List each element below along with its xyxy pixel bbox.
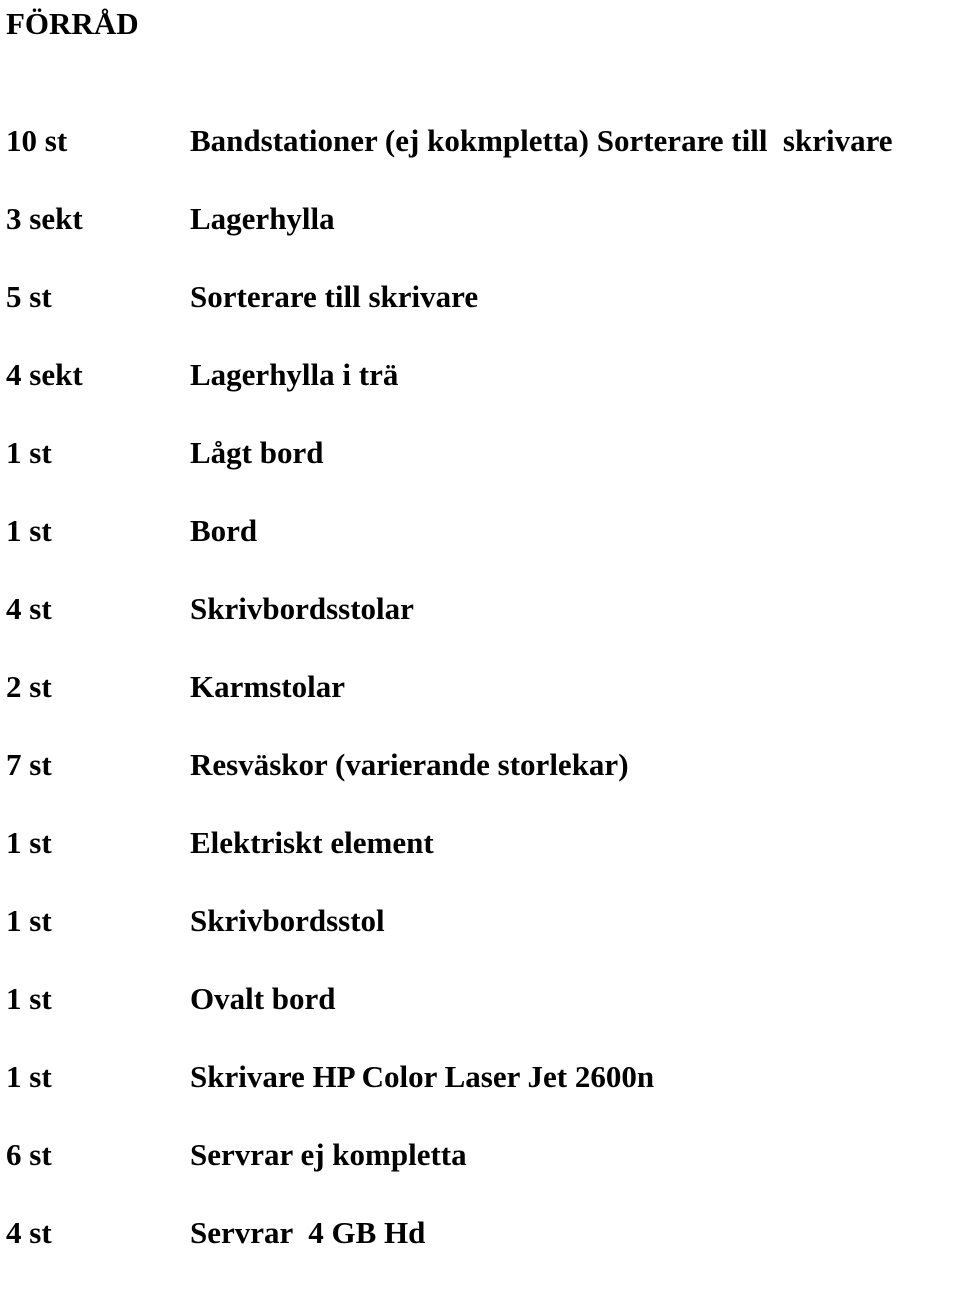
list-item (0, 1213, 960, 1291)
item-description: Karmstolar (190, 669, 345, 704)
item-quantity: 10 st (6, 123, 68, 158)
item-description: Bord (190, 513, 258, 548)
item-quantity: 1 st (6, 435, 52, 470)
item-description: Lagerhylla i trä (190, 357, 399, 392)
item-description: Servrar ej kompletta (190, 1137, 467, 1172)
item-quantity: 4 sekt (6, 357, 83, 392)
list-item (0, 901, 960, 979)
item-description: Skrivare HP Color Laser Jet 2600n (190, 1059, 655, 1094)
item-quantity: 7 st (6, 747, 52, 782)
list-item (0, 979, 960, 1057)
item-description: Ovalt bord (190, 981, 336, 1016)
list-item (0, 1135, 960, 1213)
item-description: Skrivbordsstolar (190, 591, 414, 626)
list-item (0, 199, 960, 277)
inventory-list (0, 121, 960, 1291)
list-item (0, 433, 960, 511)
list-item (0, 745, 960, 823)
item-quantity: 2 st (6, 669, 52, 704)
item-description: Bandstationer (ej kokmpletta) Sorterare till skrivare (190, 123, 893, 158)
list-item (0, 823, 960, 901)
item-quantity: 1 st (6, 903, 52, 938)
item-quantity: 1 st (6, 825, 52, 860)
page-title: FÖRRÅD (6, 6, 139, 41)
item-description: Lagerhylla (190, 201, 335, 236)
item-description: Skrivbordsstol (190, 903, 385, 938)
item-quantity: 3 sekt (6, 201, 83, 236)
item-description: Lågt bord (190, 435, 324, 470)
item-quantity: 4 st (6, 1215, 52, 1250)
list-item (0, 511, 960, 589)
item-quantity: 1 st (6, 1059, 52, 1094)
list-item (0, 667, 960, 745)
item-description: Servrar 4 GB Hd (190, 1215, 426, 1250)
item-description: Sorterare till skrivare (190, 279, 479, 314)
list-item (0, 1057, 960, 1135)
item-quantity: 1 st (6, 513, 52, 548)
item-quantity: 6 st (6, 1137, 52, 1172)
item-description: Resväskor (varierande storlekar) (190, 747, 629, 782)
list-item (0, 277, 960, 355)
item-description: Elektriskt element (190, 825, 434, 860)
list-item (0, 589, 960, 667)
item-quantity: 4 st (6, 591, 52, 626)
list-item (0, 355, 960, 433)
list-item (0, 121, 960, 199)
item-quantity: 5 st (6, 279, 52, 314)
item-quantity: 1 st (6, 981, 52, 1016)
